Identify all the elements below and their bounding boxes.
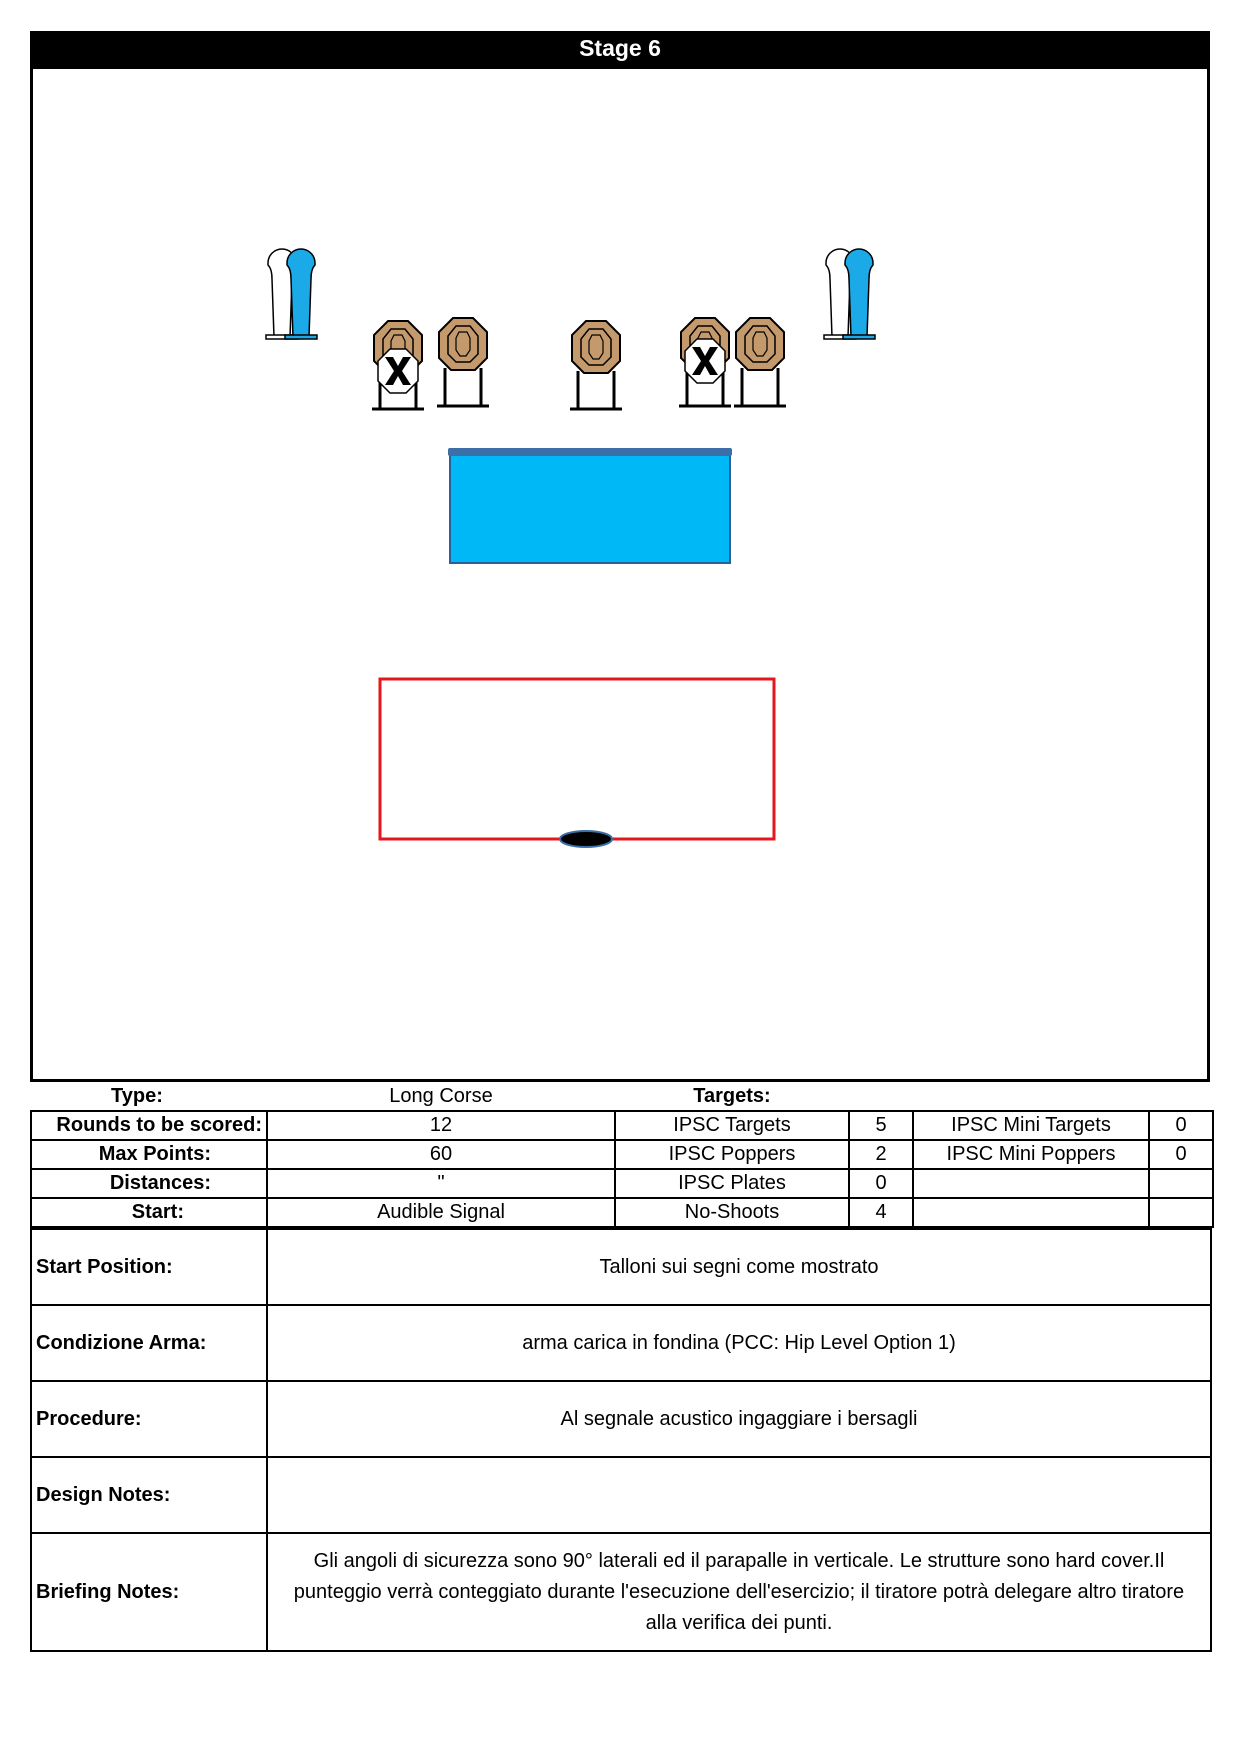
stage-info: [30, 1082, 1212, 1652]
distances-row: [31, 1169, 1213, 1198]
procedure-row: [31, 1381, 1211, 1457]
briefing-notes-row: [31, 1533, 1211, 1651]
design-notes-value: [267, 1457, 1211, 1533]
specs-table: [30, 1082, 1214, 1228]
ipsc-target-icon-2: [437, 318, 489, 406]
notes-table: [30, 1228, 1212, 1652]
start-value: Audible Signal: [267, 1198, 615, 1227]
no-shoots-value: 4: [849, 1198, 913, 1227]
briefing-notes-value: Gli angoli di sicurezza sono 90° laterali ed il parapalle in verticale. Le strutture sono hard cover.Il punteggio verrà conteggiato durante l'esecuzione dell'esercizio; il tiratore potrà delegare altro tiratore alla verifica dei punti.: [267, 1533, 1211, 1651]
ipsc-poppers-value: 2: [849, 1140, 913, 1169]
max-points-label: Max Points:: [31, 1140, 267, 1169]
distances-value: ": [267, 1169, 615, 1198]
start-row: [31, 1198, 1213, 1227]
rounds-row: [31, 1111, 1213, 1140]
ipsc-plates-label: IPSC Plates: [615, 1169, 849, 1198]
start-position-value: Talloni sui segni come mostrato: [267, 1229, 1211, 1305]
mini-poppers-value: 0: [1149, 1140, 1213, 1169]
start-label: Start:: [31, 1198, 267, 1227]
procedure-label: Procedure:: [31, 1381, 267, 1457]
no-shoot-icon-2: [685, 339, 725, 383]
mini-targets-label: IPSC Mini Targets: [913, 1111, 1149, 1140]
type-label: Type:: [111, 1084, 163, 1107]
wall-icon: [448, 448, 732, 563]
type-value: Long Corse: [389, 1084, 493, 1107]
condizione-value: arma carica in fondina (PCC: Hip Level Option 1): [267, 1305, 1211, 1381]
stage-title: Stage 6: [30, 31, 1210, 66]
procedure-value: Al segnale acustico ingaggiare i bersagli: [267, 1381, 1211, 1457]
ipsc-targets-label: IPSC Targets: [615, 1111, 849, 1140]
rounds-value: 12: [267, 1111, 615, 1140]
briefing-notes-label: Briefing Notes:: [31, 1533, 267, 1651]
ipsc-targets-value: 5: [849, 1111, 913, 1140]
max-points-value: 60: [267, 1140, 615, 1169]
design-notes-label: Design Notes:: [31, 1457, 267, 1533]
condizione-row: [31, 1305, 1211, 1381]
condizione-label: Condizione Arma:: [31, 1305, 267, 1381]
max-points-row: [31, 1140, 1213, 1169]
shooting-box-icon: [380, 679, 774, 839]
type-row: [31, 1082, 1213, 1111]
design-notes-row: [31, 1457, 1211, 1533]
rounds-label: Rounds to be scored:: [31, 1111, 267, 1140]
ipsc-target-icon-5: [734, 318, 786, 406]
start-mark-icon: [560, 831, 612, 847]
ipsc-poppers-label: IPSC Poppers: [615, 1140, 849, 1169]
mini-targets-value: 0: [1149, 1111, 1213, 1140]
no-shoots-label: No-Shoots: [615, 1198, 849, 1227]
ipsc-target-icon-3: [570, 321, 622, 409]
ipsc-plates-value: 0: [849, 1169, 913, 1198]
no-shoot-icon-1: [378, 349, 418, 393]
targets-label: Targets:: [693, 1084, 771, 1107]
start-position-label: Start Position:: [31, 1229, 267, 1305]
stage-diagram-svg: [33, 69, 1207, 1079]
mini-poppers-label: IPSC Mini Poppers: [913, 1140, 1149, 1169]
distances-label: Distances:: [31, 1169, 267, 1198]
start-position-row: [31, 1229, 1211, 1305]
stage-diagram: [30, 66, 1210, 1082]
